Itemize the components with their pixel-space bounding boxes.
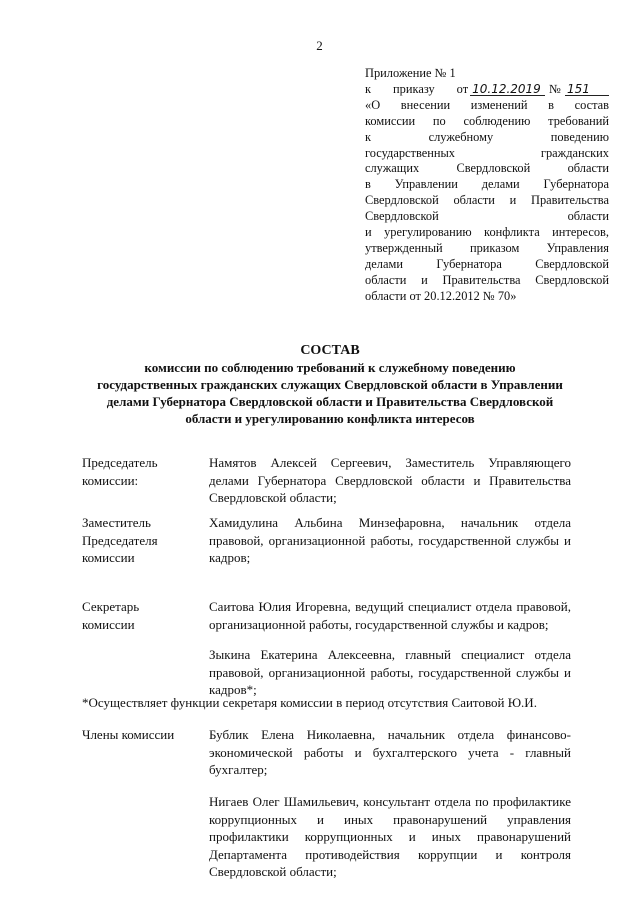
appendix-line: утвержденный приказом Управления: [365, 240, 609, 255]
order-prefix-word: приказу: [393, 81, 435, 96]
heading-title: СОСТАВ: [300, 343, 360, 358]
appendix-line: области и Правительства Свердловской: [365, 272, 609, 287]
secretary-2-description: Зыкина Екатерина Алексеевна, главный специалист отдела правовой, организационной работы, государственной службы и кадров*;: [209, 647, 571, 697]
heading-line: комиссии по соблюдению требований к служебному поведению: [144, 360, 516, 375]
order-number-handwritten: 151: [565, 83, 609, 96]
deputy-description: Хамидулина Альбина Минзефаровна, начальник отдела правовой, организационной работы, государственной службы и кадров;: [209, 515, 571, 565]
order-reference: [365, 82, 609, 98]
page-number: 2: [316, 38, 323, 53]
secretary-footnote: *Осуществляет функции секретаря комиссии в период отсутствия Саитовой Ю.И.: [82, 695, 537, 710]
appendix-line: в Управлении делами Губернатора: [365, 177, 609, 192]
appendix-title: Приложение № 1: [365, 66, 456, 80]
appendix-line: Свердловской области: [365, 209, 609, 224]
heading-line: государственных гражданских служащих Свердловской области в Управлении: [97, 377, 563, 392]
chair-label: Председатель комиссии:: [82, 455, 158, 488]
chair-description: Намятов Алексей Сергеевич, Заместитель Управляющего делами Губернатора Свердловской области и Правительства Свердловской области;: [209, 455, 571, 505]
heading-line: делами Губернатора Свердловской области и Правительства Свердловской: [106, 394, 554, 409]
order-date-handwritten: 10.12.2019: [470, 83, 545, 96]
appendix-line: области от 20.12.2012 № 70»: [365, 288, 517, 303]
order-prefix-k: к: [365, 81, 372, 96]
appendix-line: служащих Свердловской области: [365, 161, 609, 176]
appendix-line: комиссии по соблюдению требований: [365, 113, 609, 128]
heading-line: области и урегулированию конфликта интересов: [185, 411, 475, 426]
appendix-line: и урегулированию конфликта интересов,: [365, 225, 609, 240]
member-2-description: Нигаев Олег Шамильевич, консультант отдела по профилактике коррупционных и иных правонарушений управления профилактики коррупционных и иных правонарушений Департамента противодействия коррупции и контроля Свердловской области;: [209, 794, 571, 879]
members-label: Члены комиссии: [82, 727, 175, 742]
appendix-line: «О внесении изменений в состав: [365, 97, 609, 112]
order-prefix-from: от: [456, 81, 469, 96]
deputy-label: Заместитель Председателя комиссии: [82, 515, 158, 565]
secretary-label: Секретарь комиссии: [82, 599, 140, 632]
member-1-description: Бублик Елена Николаевна, начальник отдела финансово-экономической работы и бухгалтерского учета - главный бухгалтер;: [209, 727, 571, 777]
appendix-block: [365, 66, 609, 305]
appendix-line: Свердловской области и Правительства: [365, 193, 609, 208]
appendix-line: к служебному поведению: [365, 129, 609, 144]
composition-heading: [60, 342, 600, 427]
appendix-line: государственных гражданских: [365, 145, 609, 160]
secretary-1-description: Саитова Юлия Игоревна, ведущий специалист отдела правовой, организационной работы, государственной службы и кадров;: [209, 599, 571, 632]
order-number-label: №: [549, 81, 561, 96]
appendix-line: делами Губернатора Свердловской: [365, 256, 609, 271]
